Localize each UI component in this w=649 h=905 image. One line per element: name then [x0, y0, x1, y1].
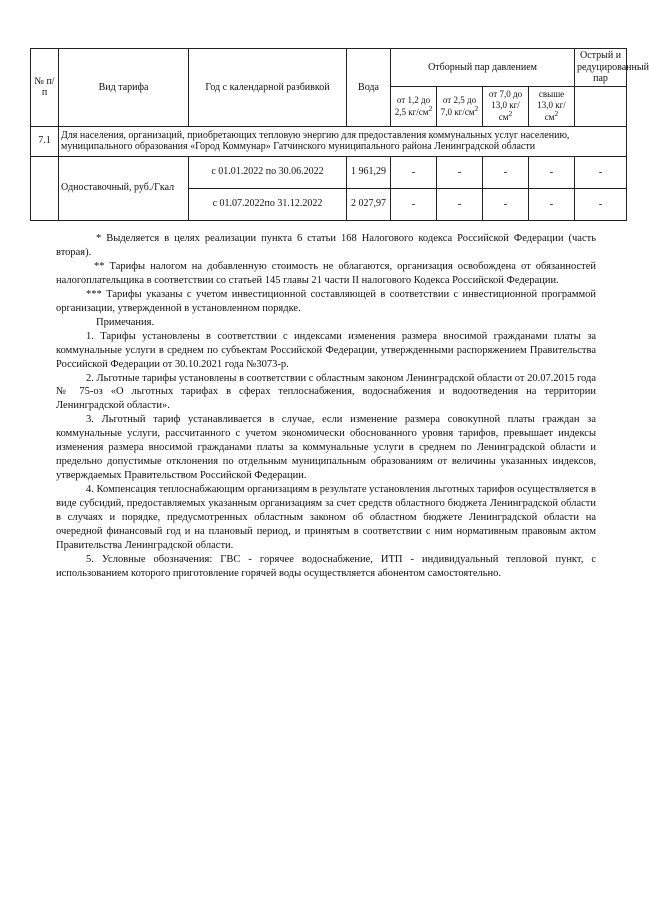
dash-cell: - [575, 156, 627, 188]
row-num-empty [31, 156, 59, 220]
period-cell: с 01.07.2022по 31.12.2022 [189, 188, 347, 220]
header-sharp-empty [575, 86, 627, 126]
dash-cell: - [483, 188, 529, 220]
dash-cell: - [391, 156, 437, 188]
dash-cell: - [529, 156, 575, 188]
header-tariff-type: Вид тарифа [59, 49, 189, 127]
section-row [31, 126, 627, 156]
footnote-1: * Выделяется в целях реализации пункта 6 статьи 168 Налогового кодекса Российской Федерации (часть вторая). [56, 233, 596, 258]
header-steam-group: Отборный пар давлением [391, 49, 575, 87]
notes-title: Примечания. [96, 316, 155, 328]
period-cell: с 01.01.2022 по 30.06.2022 [189, 156, 347, 188]
tariff-table [30, 48, 649, 221]
footnote-2: ** Тарифы налогом на добавленную стоимость не облагаются, организация освобождена от обязанностей налогоплательщика в соответствии со статьей 145 главы 21 части II налогового Кодекса Российской Федерации. [56, 260, 596, 286]
dash-cell: - [437, 156, 483, 188]
header-pressure-2: от 2,5 до 7,0 $кг/см^2$ [437, 86, 483, 126]
header-year: Год с календарной разбивкой [189, 49, 347, 127]
header-sharp-steam: Острый и редуцированный пар [575, 49, 627, 87]
water-cell: 1 961,29 [347, 156, 391, 188]
section-text: Для населения, организаций, приобретающих тепловую энергию для предоставления коммунальных услуг населению, муниципального образования «Город Коммунар» Гатчинского муниципального района Ленинградской области [59, 126, 627, 156]
table-row [31, 156, 627, 188]
header-water: Вода [347, 49, 391, 127]
section-num: 7.1 [31, 126, 59, 156]
header-row-1 [31, 49, 627, 87]
header-pressure-1: от 1,2 до 2,5 $кг/см^2$ [391, 86, 437, 126]
header-pressure-4: свыше 13,0 $кг/см^2$ [529, 86, 575, 126]
dash-cell: - [391, 188, 437, 220]
dash-cell: - [575, 188, 627, 220]
note-1: 1. Тарифы установлены в соответствии с индексами изменения размера вносимой гражданами платы за коммунальные услуги в среднем по субъектам Российской Федерации, утвержденными распоряжением Правительства Российской Федерации от 30.10.2021 года №3073-р. [56, 330, 596, 370]
note-5: 5. Условные обозначения: ГВС - горячее водоснабжение, ИТП - индивидуальный тепловой пункт, с использованием которого приготовление горячей воды осуществляется абонентом самостоятельно. [56, 553, 596, 579]
dash-cell: - [437, 188, 483, 220]
note-3: 3. Льготный тариф устанавливается в случае, если изменение размера совокупной платы граждан за коммунальные услуги, рассчитанного с учетом экономически обоснованного уровня тарифов, превышает индексы изменения размера вносимой гражданами платы за коммунальные услуги в среднем по Ленинградской области и предельно допустимые отклонения по отдельным муниципальным образованиям от величины указанных индексов, утверждаемых Правительством Российской Федерации. [56, 414, 596, 482]
water-cell: 2 027,97 [347, 188, 391, 220]
notes-block [56, 232, 596, 581]
header-pressure-3: от 7,0 до 13,0 $кг/см^2$ [483, 86, 529, 126]
dash-cell: - [483, 156, 529, 188]
dash-cell: - [529, 188, 575, 220]
note-4: 4. Компенсация теплоснабжающим организациям в результате установления льготных тарифов осуществляется в виде субсидий, предоставляемых указанным организациям за счет средств областного бюджета Ленинградской области в случаях и порядке, предусмотренных областным законом об областном бюджете Ленинградской области на очередной финансовый год и на плановый период, и принятым в соответствии с ним нормативным правовым актом Правительства Ленинградской области. [56, 484, 596, 551]
header-num: № п/п [31, 49, 59, 127]
note-2: 2. Льготные тарифы установлены в соответствии с областным законом Ленинградской области от 20.07.2015 года № 75-оз «О льготных тарифах в сферах теплоснабжения, водоснабжения и водоотведения на территории Ленинградской области». [56, 372, 596, 412]
footnote-3: *** Тарифы указаны с учетом инвестиционной составляющей в соответствии с инвестиционной программой организации, утвержденной в установленном порядке. [56, 288, 596, 314]
tariff-label: Одноставочный, руб./Гкал [59, 156, 189, 220]
